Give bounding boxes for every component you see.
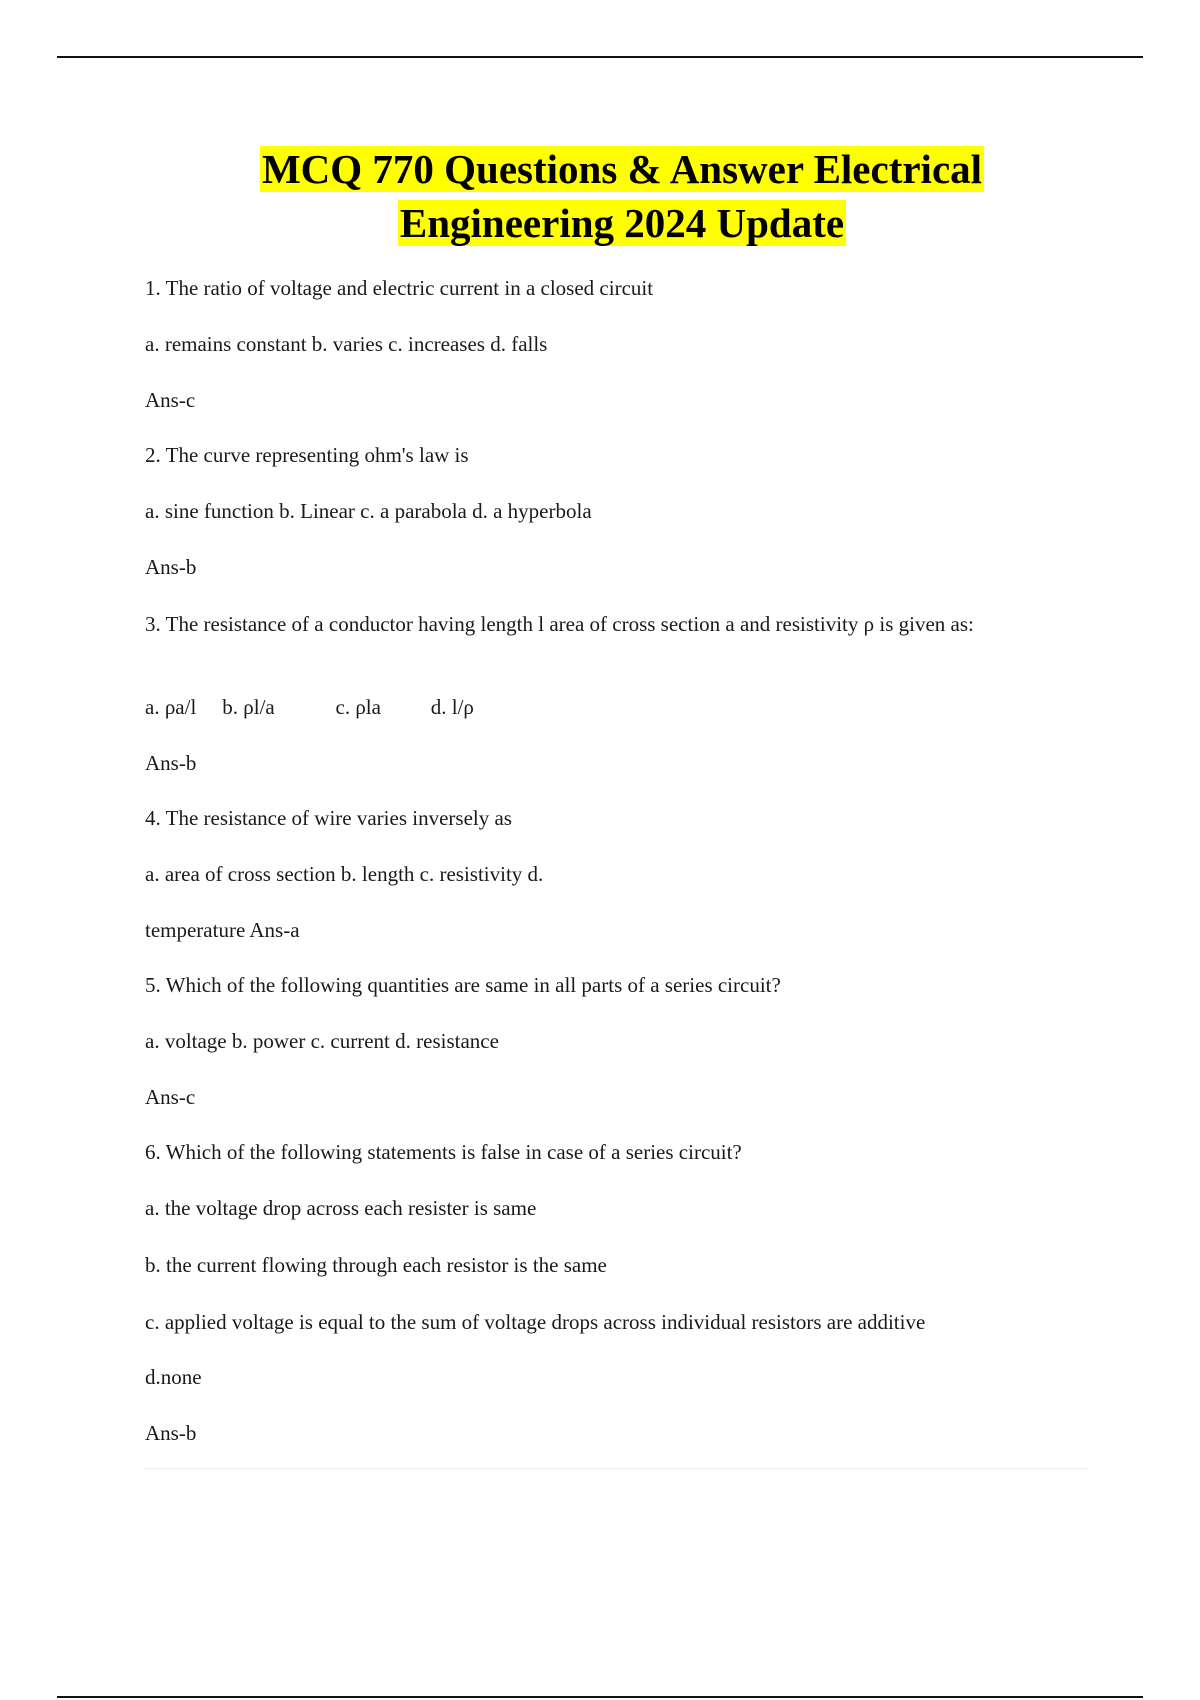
question-6-option-c: c. applied voltage is equal to the sum of voltage drops across individual resistors are additive [145,1310,926,1334]
question-2-options: a. sine function b. Linear c. a parabola d. a hyperbola [145,499,592,523]
title-line-1: MCQ 770 Questions & Answer Electrical [261,146,983,192]
question-4-answer: temperature Ans-a [145,918,300,942]
question-6: 6. Which of the following statements is false in case of a series circuit? [145,1140,742,1164]
question-1: 1. The ratio of voltage and electric current in a closed circuit [145,276,654,300]
question-3-option-d: d. l/ρ [430,695,474,719]
section-divider [143,1468,1089,1469]
question-3-option-b: b. ρl/a [222,695,275,719]
question-3-option-a: a. ρa/l [145,695,197,719]
document-title [0,142,1200,250]
question-1-options: a. remains constant b. varies c. increases d. falls [145,332,548,356]
question-2: 2. The curve representing ohm's law is [145,443,469,467]
question-3-option-c: c. ρla [335,695,381,719]
title-line-2: Engineering 2024 Update [399,200,845,246]
question-6-answer: Ans-b [145,1421,197,1445]
question-6-option-d: d.none [145,1365,202,1389]
top-rule [57,56,1143,58]
question-4-options: a. area of cross section b. length c. resistivity d. [145,862,544,886]
question-3: 3. The resistance of a conductor having length l area of cross section a and resistivity ρ is given as: [145,612,974,636]
bottom-rule [57,1696,1143,1698]
question-5-answer: Ans-c [145,1085,196,1109]
question-3-answer: Ans-b [145,751,197,775]
question-6-option-b: b. the current flowing through each resistor is the same [145,1253,607,1277]
question-5: 5. Which of the following quantities are same in all parts of a series circuit? [145,973,781,997]
question-6-option-a: a. the voltage drop across each resister is same [145,1196,537,1220]
question-1-answer: Ans-c [145,388,196,412]
question-3-options [145,694,474,720]
question-2-answer: Ans-b [145,555,197,579]
question-5-options: a. voltage b. power c. current d. resistance [145,1029,499,1053]
question-4: 4. The resistance of wire varies inversely as [145,806,512,830]
